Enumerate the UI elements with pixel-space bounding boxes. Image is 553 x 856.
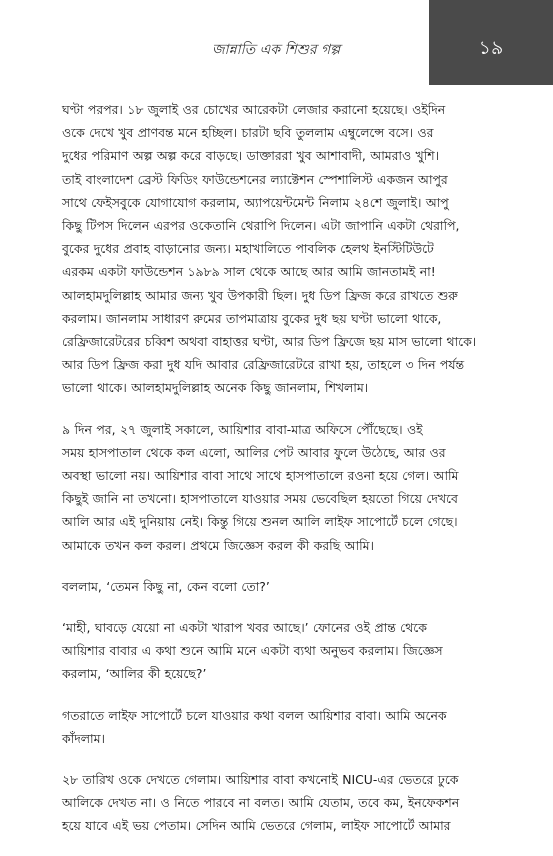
text-line: ভালো থাকে। আলহামদুলিল্লাহ অনেক কিছু জানলাম, শিখলাম। [62, 380, 369, 396]
paragraph-5 [62, 704, 492, 750]
text-line: কিছুই জানি না তখনো। হাসপাতালে যাওয়ার সময় ভেবেছিল হয়তো গিয়ে দেখবে [62, 491, 458, 507]
paragraph-1 [62, 98, 492, 400]
text-line: আলহামদুলিল্লাহ আমার জন্য খুব উপকারী ছিল। দুধ ডিপ ফ্রিজ করে রাখতে শুরু [62, 287, 458, 303]
text-line: আর ডিপ ফ্রিজ করা দুধ যদি আবার রেফ্রিজারেটরে রাখা হয়, তাহলে ৩ দিন পর্যন্ত [62, 357, 465, 373]
text-line: দুধের পরিমাণ অল্প অল্প করে বাড়ছে। ডাক্তাররা খুব আশাবাদী, আমরাও খুশি। [62, 148, 440, 164]
paragraph-4 [62, 616, 492, 686]
page-number: ১৯ [478, 37, 504, 59]
text-line: বললাম, ‘তেমন কিছু না, কেন বলো তো?’ [62, 578, 270, 594]
body-text [62, 98, 492, 856]
text-line: সময় হাসপাতাল থেকে কল এলো, আলির পেট আবার ফুলে উঠেছে, আর ওর [62, 444, 446, 460]
text-line: ২৮ তারিখ ওকে দেখতে গেলাম। আয়িশার বাবা কখনোই NICU-এর ভেতরে ঢুকে [62, 772, 459, 788]
text-line: আয়িশার বাবার এ কথা শুনে আমি মনে একটা ব্যথা অনুভব করলাম। জিজ্ঞেস [62, 643, 443, 659]
text-line: আলি আর এই দুনিয়ায় নেই। কিন্তু গিয়ে শুনল আলি লাইফ সাপোর্টে চলে গেছে। [62, 514, 458, 530]
running-title: জান্নাতি এক শিশুর গল্প [212, 42, 341, 58]
text-line: গতরাতে লাইফ সাপোর্টে চলে যাওয়ার কথা বলল আয়িশার বাবা। আমি অনেক [62, 707, 447, 723]
text-line: ওকে দেখে খুব প্রাণবন্ত মনে হচ্ছিল। চারটা ছবি তুললাম এম্বুলেন্সে বসে। ওর [62, 125, 434, 141]
text-line: তাই বাংলাদেশ ব্রেস্ট ফিডিং ফাউন্ডেশনের ল্যাক্টেশন স্পেশালিস্ট একজন আপুর [62, 171, 448, 187]
text-line: ঘণ্টা পরপর। ১৮ জুলাই ওর চোখের আরেকটা লেজার করানো হয়েছে। ওইদিন [62, 102, 446, 117]
text-line: করলাম। জানলাম সাধারণ রুমের তাপমাত্রায় বুকের দুধ ছয় ঘণ্টা ভালো থাকে, [62, 310, 442, 326]
text-line: অবস্থা ভালো নয়। আয়িশার বাবা সাথে সাথে হাসপাতালে রওনা হয়ে গেল। আমি [62, 468, 459, 484]
text-line: রেফ্রিজারেটরের চব্বিশ অথবা বাহাত্তর ঘণ্টা, আর ডিপ ফ্রিজে ছয় মাস ভালো থাকে। [62, 334, 477, 350]
text-line: বুকের দুধের প্রবাহ বাড়ানোর জন্য। মহাখালিতে পাবলিক হেলথ ইনস্টিটিউটে [62, 241, 434, 257]
text-line: ৯ দিন পর, ২৭ জুলাই সকালে, আয়িশার বাবা-মাত্র অফিসে পৌঁছেছে। ওই [62, 421, 423, 437]
text-line: আলিকে দেখত না। ও নিতে পারবে না বলত। আমি যেতাম, তবে কম, ইনফেকশন [62, 795, 460, 811]
text-line: হয়ে যাবে এই ভয় পেতাম। সেদিন আমি ভেতরে গেলাম, লাইফ সাপোর্টে আমার [62, 818, 451, 834]
text-line: আমাকে তখন কল করল। প্রথমে জিজ্ঞেস করল কী করছি আমি। [62, 537, 374, 553]
text-line: কাঁদলাম। [62, 730, 105, 746]
paragraph-6 [62, 768, 492, 838]
text-line: এরকম একটা ফাউন্ডেশন ১৯৮৯ সাল থেকে আছে আর আমি জানতামই না! [62, 264, 436, 280]
text-line: ‘মাহী, ঘাবড়ে যেয়ো না একটা খারাপ খবর আছে।’ ফোনের ওই প্রান্ত থেকে [62, 620, 427, 636]
paragraph-3 [62, 575, 492, 598]
paragraph-2 [62, 418, 492, 557]
page-header [0, 0, 553, 80]
page-number-tab [429, 0, 553, 85]
text-line: সাথে ফেইসবুকে যোগাযোগ করলাম, অ্যাপয়েন্টমেন্ট নিলাম ২৪শে জুলাই। আপু [62, 194, 449, 210]
text-line: কিছু টিপস দিলেন এরপর ওকেতানি থেরাপি দিলেন। এটা জাপানি একটা থেরাপি, [62, 218, 460, 234]
text-line: করলাম, ‘আলির কী হয়েছে?’ [62, 666, 207, 682]
